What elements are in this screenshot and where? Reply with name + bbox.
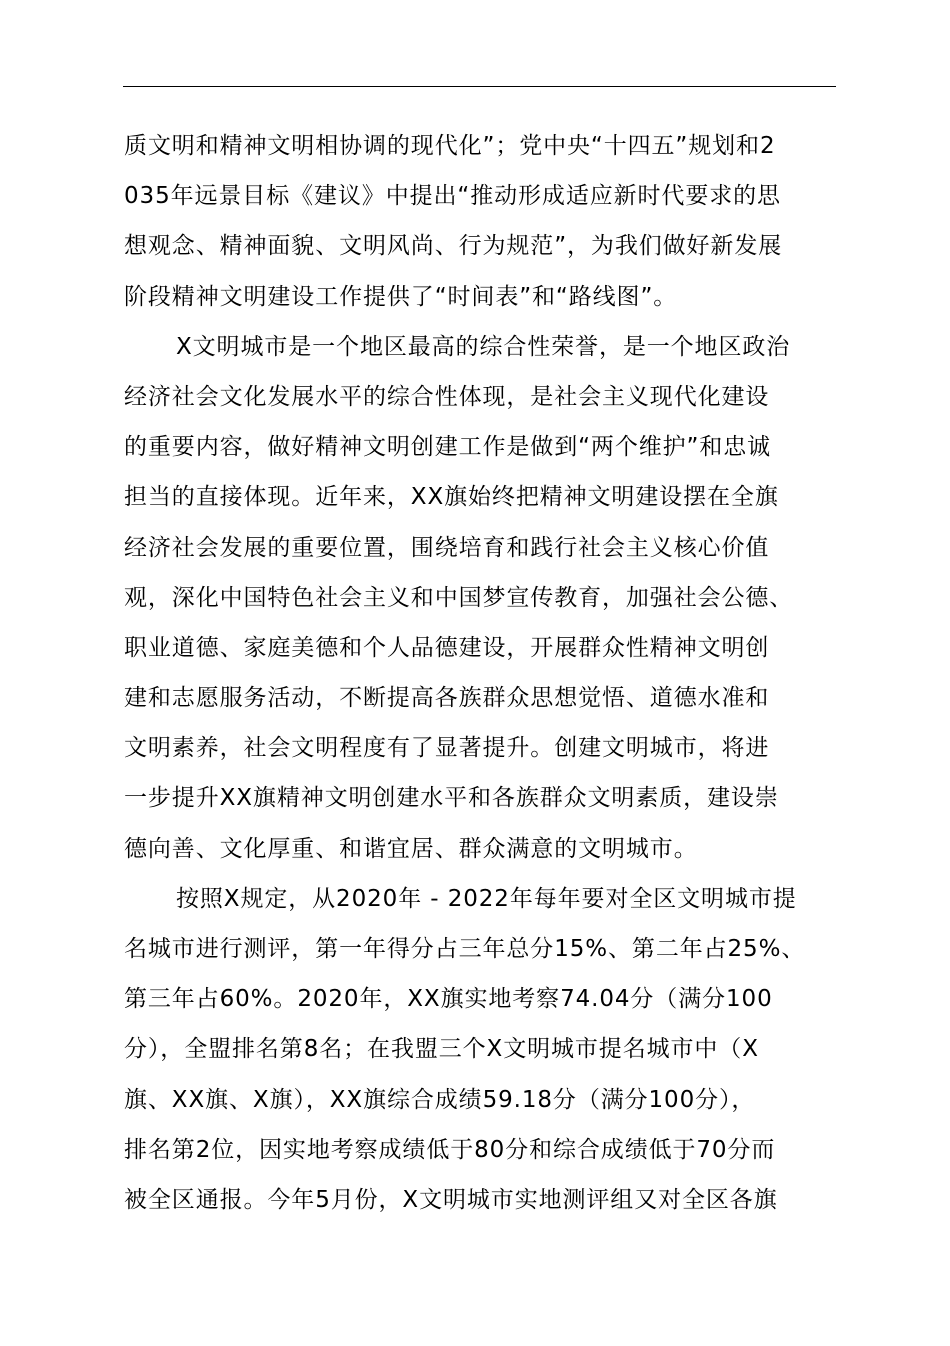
paragraph bbox=[124, 327, 836, 879]
text-line: 德向善、文化厚重、和谐宜居、群众满意的文明城市。 bbox=[124, 835, 698, 862]
text-line: 第三年占60%。2020年，XX旗实地考察74.04分（满分100 bbox=[124, 986, 773, 1013]
text-line: 观，深化中国特色社会主义和中国梦宣传教育，加强社会公德、 bbox=[124, 584, 794, 611]
text-line: 担当的直接体现。近年来，XX旗始终把精神文明建设摆在全旗 bbox=[124, 484, 779, 511]
text-line: 一步提升XX旗精神文明创建水平和各族群众文明素质，建设崇 bbox=[124, 785, 779, 812]
text-line: 阶段精神文明建设工作提供了“时间表”和“路线图”。 bbox=[124, 283, 678, 310]
text-line: 质文明和精神文明相协调的现代化”；党中央“十四五”规划和2 bbox=[124, 133, 776, 159]
text-line: 名城市进行测评，第一年得分占三年总分15%、第二年占25%、 bbox=[124, 936, 806, 962]
text-line: 旗、XX旗、X旗），XX旗综合成绩59.18分（满分100分）， bbox=[124, 1086, 756, 1113]
text-line: 分），全盟排名第8名；在我盟三个X文明城市提名城市中（X bbox=[124, 1036, 759, 1063]
text-line: 排名第2位，因实地考察成绩低于80分和综合成绩低于70分而 bbox=[124, 1136, 776, 1163]
text-line: 035年远景目标《建议》中提出“推动形成适应新时代要求的思 bbox=[124, 183, 781, 210]
text-line: 建和志愿服务活动，不断提高各族群众思想觉悟、道德水准和 bbox=[124, 685, 770, 712]
paragraph bbox=[124, 126, 836, 327]
body-text bbox=[124, 126, 836, 1230]
paragraph bbox=[124, 879, 836, 1230]
text-line: 经济社会文化发展水平的综合性体现，是社会主义现代化建设 bbox=[124, 383, 770, 410]
text-line: 职业道德、家庭美德和个人品德建设，开展群众性精神文明创 bbox=[124, 634, 770, 661]
text-line: 被全区通报。今年5月份，X文明城市实地测评组又对全区各旗 bbox=[124, 1186, 778, 1213]
text-line: 文明素养，社会文明程度有了显著提升。创建文明城市，将进 bbox=[124, 735, 770, 762]
text-line: 经济社会发展的重要位置，围绕培育和践行社会主义核心价值 bbox=[124, 534, 770, 561]
text-line: 的重要内容，做好精神文明创建工作是做到“两个维护”和忠诚 bbox=[124, 434, 772, 461]
text-line: 想观念、精神面貌、文明风尚、行为规范”，为我们做好新发展 bbox=[124, 233, 783, 260]
header-rule bbox=[123, 86, 836, 87]
text-line: X文明城市是一个地区最高的综合性荣誉，是一个地区政治 bbox=[176, 333, 791, 360]
text-line: 按照X规定，从2020年 - 2022年每年要对全区文明城市提 bbox=[176, 885, 797, 912]
